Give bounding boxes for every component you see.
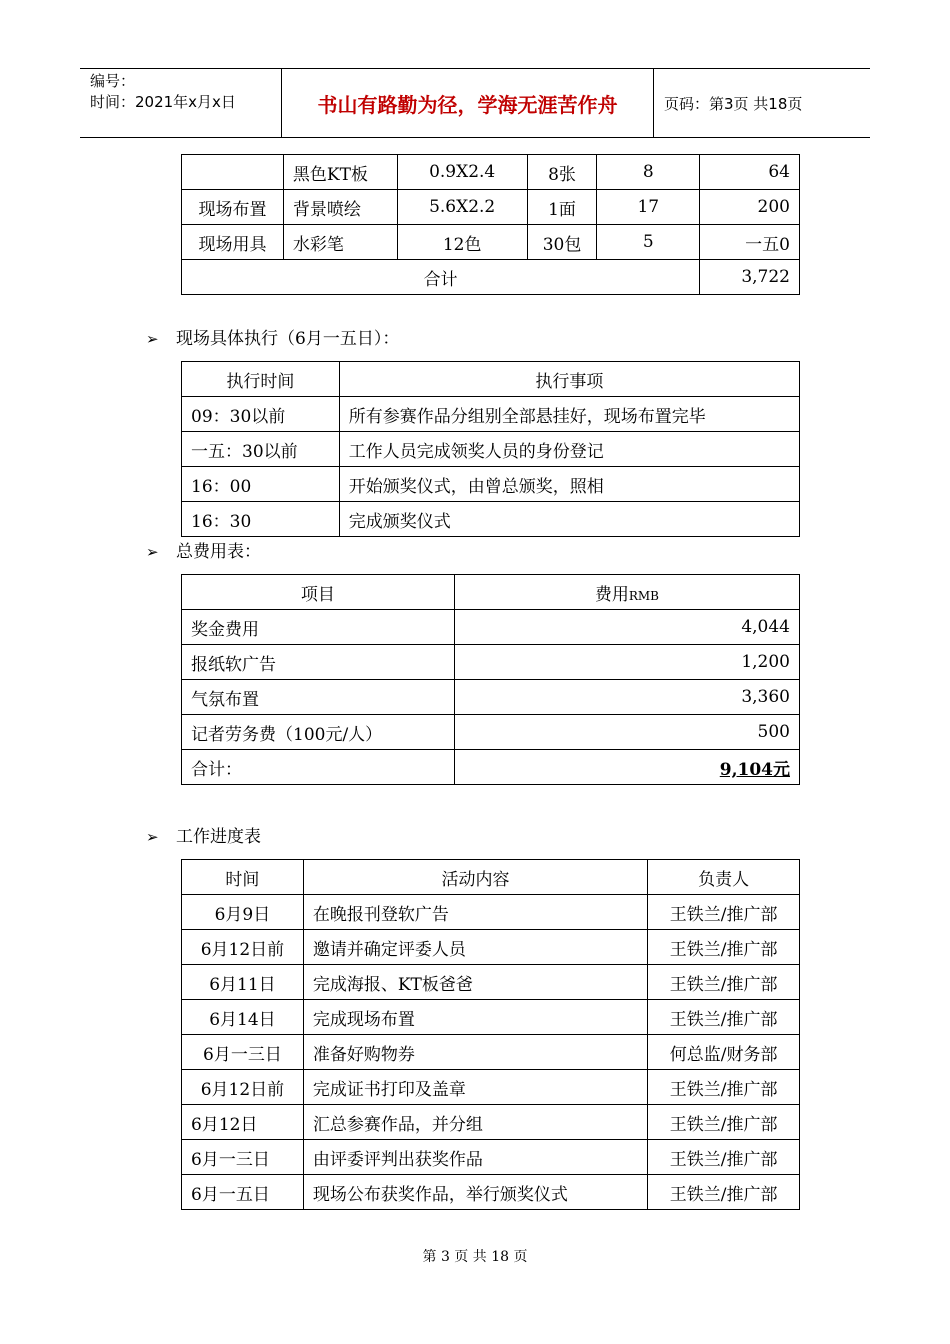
table-cell: 完成现场布置	[303, 1000, 647, 1035]
table-cell: 完成证书打印及盖章	[303, 1070, 647, 1105]
header-page-info: 页码：第3页 共18页	[664, 94, 803, 113]
column-header	[454, 575, 799, 610]
column-header: 执行时间	[182, 362, 340, 397]
section-heading	[146, 541, 261, 563]
schedule-table	[181, 859, 800, 1210]
page-footer: 第 3 页 共 18 页	[422, 1249, 528, 1265]
table-row	[182, 610, 800, 645]
table-row	[182, 1105, 800, 1140]
table-cell: 所有参赛作品分组别全部悬挂好，现场布置完毕	[339, 397, 799, 432]
table-cell: 0.9X2.4	[397, 155, 527, 190]
table-row	[182, 190, 800, 225]
table-row	[182, 155, 800, 190]
table-row	[182, 895, 800, 930]
table-cell: 500	[454, 715, 799, 750]
cost-header-label: 费用	[594, 584, 629, 605]
table-cell: 现场用具	[182, 225, 284, 260]
table-row	[182, 1140, 800, 1175]
table-header-row	[182, 860, 800, 895]
table-row	[182, 467, 800, 502]
total-value	[454, 750, 799, 785]
schedule-heading: 工作进度表	[176, 827, 261, 847]
table-cell	[182, 155, 284, 190]
materials-table	[181, 154, 800, 295]
serial-label: 编号：	[90, 72, 136, 90]
table-cell: 王铁兰/推广部	[648, 965, 800, 1000]
table-total-row	[182, 260, 800, 295]
table-cell: 6月14日	[182, 1000, 304, 1035]
table-cell: 09：30以前	[182, 397, 340, 432]
table-cell: 4,044	[454, 610, 799, 645]
costs-table	[181, 574, 800, 785]
table-cell: 王铁兰/推广部	[648, 895, 800, 930]
table-cell: 奖金费用	[182, 610, 455, 645]
arrow-bullet-icon: ➢	[146, 543, 159, 561]
table-total-row	[182, 750, 800, 785]
table-cell: 王铁兰/推广部	[648, 1140, 800, 1175]
table-cell: 记者劳务费（100元/人）	[182, 715, 455, 750]
table-cell: 黑色KT板	[283, 155, 397, 190]
table-row	[182, 1035, 800, 1070]
table-cell: 6月一五日	[182, 1175, 304, 1210]
table-row	[182, 680, 800, 715]
table-cell: 5.6X2.2	[397, 190, 527, 225]
table-cell: 气氛布置	[182, 680, 455, 715]
table-cell: 17	[597, 190, 700, 225]
table-cell: 16：00	[182, 467, 340, 502]
table-row	[182, 225, 800, 260]
table-cell: 6月一三日	[182, 1035, 304, 1070]
execution-heading: 现场具体执行（6月一五日）：	[176, 329, 400, 349]
table-cell: 工作人员完成领奖人员的身份登记	[339, 432, 799, 467]
section-heading	[146, 826, 261, 848]
table-cell: 6月12日前	[182, 930, 304, 965]
table-cell: 报纸软广告	[182, 645, 455, 680]
table-cell: 1,200	[454, 645, 799, 680]
table-cell: 6月一三日	[182, 1140, 304, 1175]
cost-header-unit: RMB	[628, 588, 659, 603]
total-amount: 9,104元	[719, 759, 790, 780]
table-cell: 准备好购物券	[303, 1035, 647, 1070]
table-cell: 王铁兰/推广部	[648, 1070, 800, 1105]
table-cell: 王铁兰/推广部	[648, 1000, 800, 1035]
table-cell: 开始颁奖仪式，由曾总颁奖，照相	[339, 467, 799, 502]
table-row	[182, 715, 800, 750]
table-row	[182, 645, 800, 680]
table-row	[182, 965, 800, 1000]
table-cell: 16：30	[182, 502, 340, 537]
table-header-row	[182, 575, 800, 610]
table-cell: 在晚报刊登软广告	[303, 895, 647, 930]
table-cell: 现场布置	[182, 190, 284, 225]
table-cell: 王铁兰/推广部	[648, 1105, 800, 1140]
section-heading	[146, 328, 399, 350]
column-header: 项目	[182, 575, 455, 610]
table-row	[182, 502, 800, 537]
total-value: 3,722	[700, 260, 800, 295]
total-label: 合计	[182, 260, 700, 295]
header-meta	[80, 69, 282, 137]
table-row	[182, 1175, 800, 1210]
costs-heading: 总费用表：	[176, 542, 261, 562]
table-cell: 200	[700, 190, 800, 225]
arrow-bullet-icon: ➢	[146, 828, 159, 846]
column-header: 执行事项	[339, 362, 799, 397]
table-row	[182, 397, 800, 432]
table-row	[182, 930, 800, 965]
header-motto: 书山有路勤为径，学海无涯苦作舟	[282, 69, 654, 137]
column-header: 活动内容	[303, 860, 647, 895]
table-cell: 王铁兰/推广部	[648, 1175, 800, 1210]
table-cell: 水彩笔	[283, 225, 397, 260]
table-cell: 6月12日前	[182, 1070, 304, 1105]
table-cell: 一五：30以前	[182, 432, 340, 467]
table-cell: 12色	[397, 225, 527, 260]
table-cell: 5	[597, 225, 700, 260]
time-label: 时间：2021年x月x日	[90, 93, 236, 111]
table-header-row	[182, 362, 800, 397]
column-header: 负责人	[648, 860, 800, 895]
table-cell: 由评委评判出获奖作品	[303, 1140, 647, 1175]
table-cell: 30包	[527, 225, 597, 260]
table-cell: 1面	[527, 190, 597, 225]
column-header: 时间	[182, 860, 304, 895]
table-row	[182, 1000, 800, 1035]
table-cell: 现场公布获奖作品，举行颁奖仪式	[303, 1175, 647, 1210]
table-cell: 6月9日	[182, 895, 304, 930]
table-cell: 汇总参赛作品，并分组	[303, 1105, 647, 1140]
arrow-bullet-icon: ➢	[146, 330, 159, 348]
table-cell: 一五0	[700, 225, 800, 260]
page-header	[80, 68, 870, 138]
table-row	[182, 1070, 800, 1105]
table-cell: 完成颁奖仪式	[339, 502, 799, 537]
table-cell: 8张	[527, 155, 597, 190]
table-cell: 何总监/财务部	[648, 1035, 800, 1070]
table-cell: 6月12日	[182, 1105, 304, 1140]
table-cell: 背景喷绘	[283, 190, 397, 225]
table-cell: 3,360	[454, 680, 799, 715]
execution-table	[181, 361, 800, 537]
table-cell: 完成海报、KT板爸爸	[303, 965, 647, 1000]
table-cell: 64	[700, 155, 800, 190]
table-cell: 王铁兰/推广部	[648, 930, 800, 965]
table-cell: 8	[597, 155, 700, 190]
table-cell: 邀请并确定评委人员	[303, 930, 647, 965]
table-cell: 6月11日	[182, 965, 304, 1000]
table-row	[182, 432, 800, 467]
total-label: 合计：	[182, 750, 455, 785]
